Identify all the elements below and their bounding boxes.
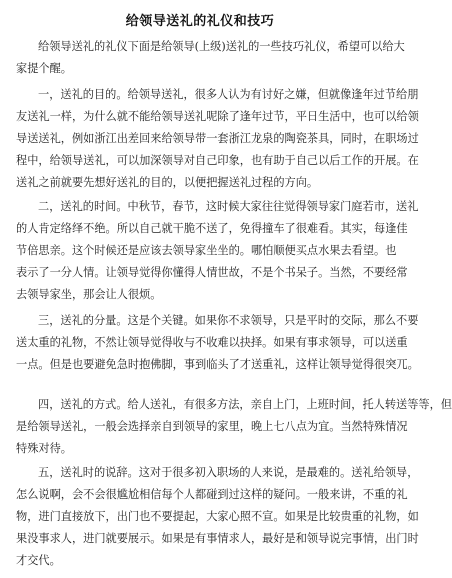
paragraph-purpose bbox=[16, 84, 419, 194]
text-line: 友送礼一样，为什么就不能给领导送礼呢除了逢年过节，平日生活中，也可以给领 bbox=[16, 110, 419, 123]
text-line: 才交代。 bbox=[16, 554, 61, 567]
paragraph-timing bbox=[16, 196, 419, 306]
text-line: 果没事求人，进门就要展示。如果是有事情求人，最好是和领导说完事情，出门时 bbox=[16, 532, 419, 545]
paragraph-intro bbox=[16, 36, 405, 80]
text-line: 五，送礼时的说辞。这对于很多初入职场的人来说，是最难的。送礼给领导， bbox=[38, 466, 419, 479]
text-line: 程中，给领导送礼，可以加深领导对自己印象，也有助于自己以后工作的开展。在 bbox=[16, 154, 419, 167]
text-line: 送礼之前就要先想好送礼的目的，以便把握送礼过程的方向。 bbox=[16, 176, 319, 189]
text-line: 二，送礼的时间。中秋节，春节，这时候大家往往觉得领导家门庭若市，送礼 bbox=[38, 200, 419, 213]
text-line: 特殊对待。 bbox=[16, 442, 72, 455]
text-line: 一，送礼的目的。给领导送礼，很多人认为有讨好之嫌，但就像逢年过节给朋 bbox=[38, 88, 419, 101]
text-line: 家提个醒。 bbox=[16, 62, 72, 75]
text-line: 四，送礼的方式。给人送礼，有很多方法，亲自上门，上班时间，托人转送等等，但 bbox=[38, 398, 452, 411]
paragraph-wording bbox=[16, 462, 419, 572]
document-title: 给领导送礼的礼仪和技巧 bbox=[125, 14, 275, 29]
text-line: 节倍思亲。这个时候还是应该去领导家坐坐的。哪怕顺便买点水果去看望。也 bbox=[16, 244, 397, 257]
text-line: 一点。但是也要避免急时抱佛脚，事到临头了才送重礼，这样让领导觉得很突兀。 bbox=[16, 358, 419, 371]
text-line: 送太重的礼物，不然让领导觉得收与不收难以抉择。如果有事求领导，可以送重 bbox=[16, 336, 408, 349]
text-line: 去领导家坐，那会让人很烦。 bbox=[16, 288, 162, 301]
text-line: 的人肯定络绎不绝。所以自己就干脆不送了，免得撞车了很难看。其实，每逢佳 bbox=[16, 222, 408, 235]
text-line: 给领导送礼的礼仪下面是给领导(上级)送礼的一些技巧礼仪，希望可以给大 bbox=[38, 40, 405, 53]
text-line: 导送送礼，例如浙江出差回来给领导带一套浙江龙泉的陶瓷茶具，同时，在职场过 bbox=[16, 132, 419, 145]
text-line: 是给领导送礼，一般会选择亲自到领导的家里，晚上七八点为宜。当然特殊情况 bbox=[16, 420, 408, 433]
text-line: 三，送礼的分量。这是个关键。如果你不求领导，只是平时的交际，那么不要 bbox=[38, 314, 419, 327]
text-line: 怎么说啊，会不会很尴尬相信每个人都碰到过这样的疑问。一般来讲，不重的礼 bbox=[16, 488, 408, 501]
paragraph-method bbox=[16, 394, 452, 460]
paragraph-weight bbox=[16, 310, 419, 376]
text-line: 物，进门直接放下，出门也不要提起，大家心照不宣。如果是比较贵重的礼物，如 bbox=[16, 510, 419, 523]
text-line: 表示了一分人情。让领导觉得你懂得人情世故，不是个书呆子。当然，不要经常 bbox=[16, 266, 408, 279]
